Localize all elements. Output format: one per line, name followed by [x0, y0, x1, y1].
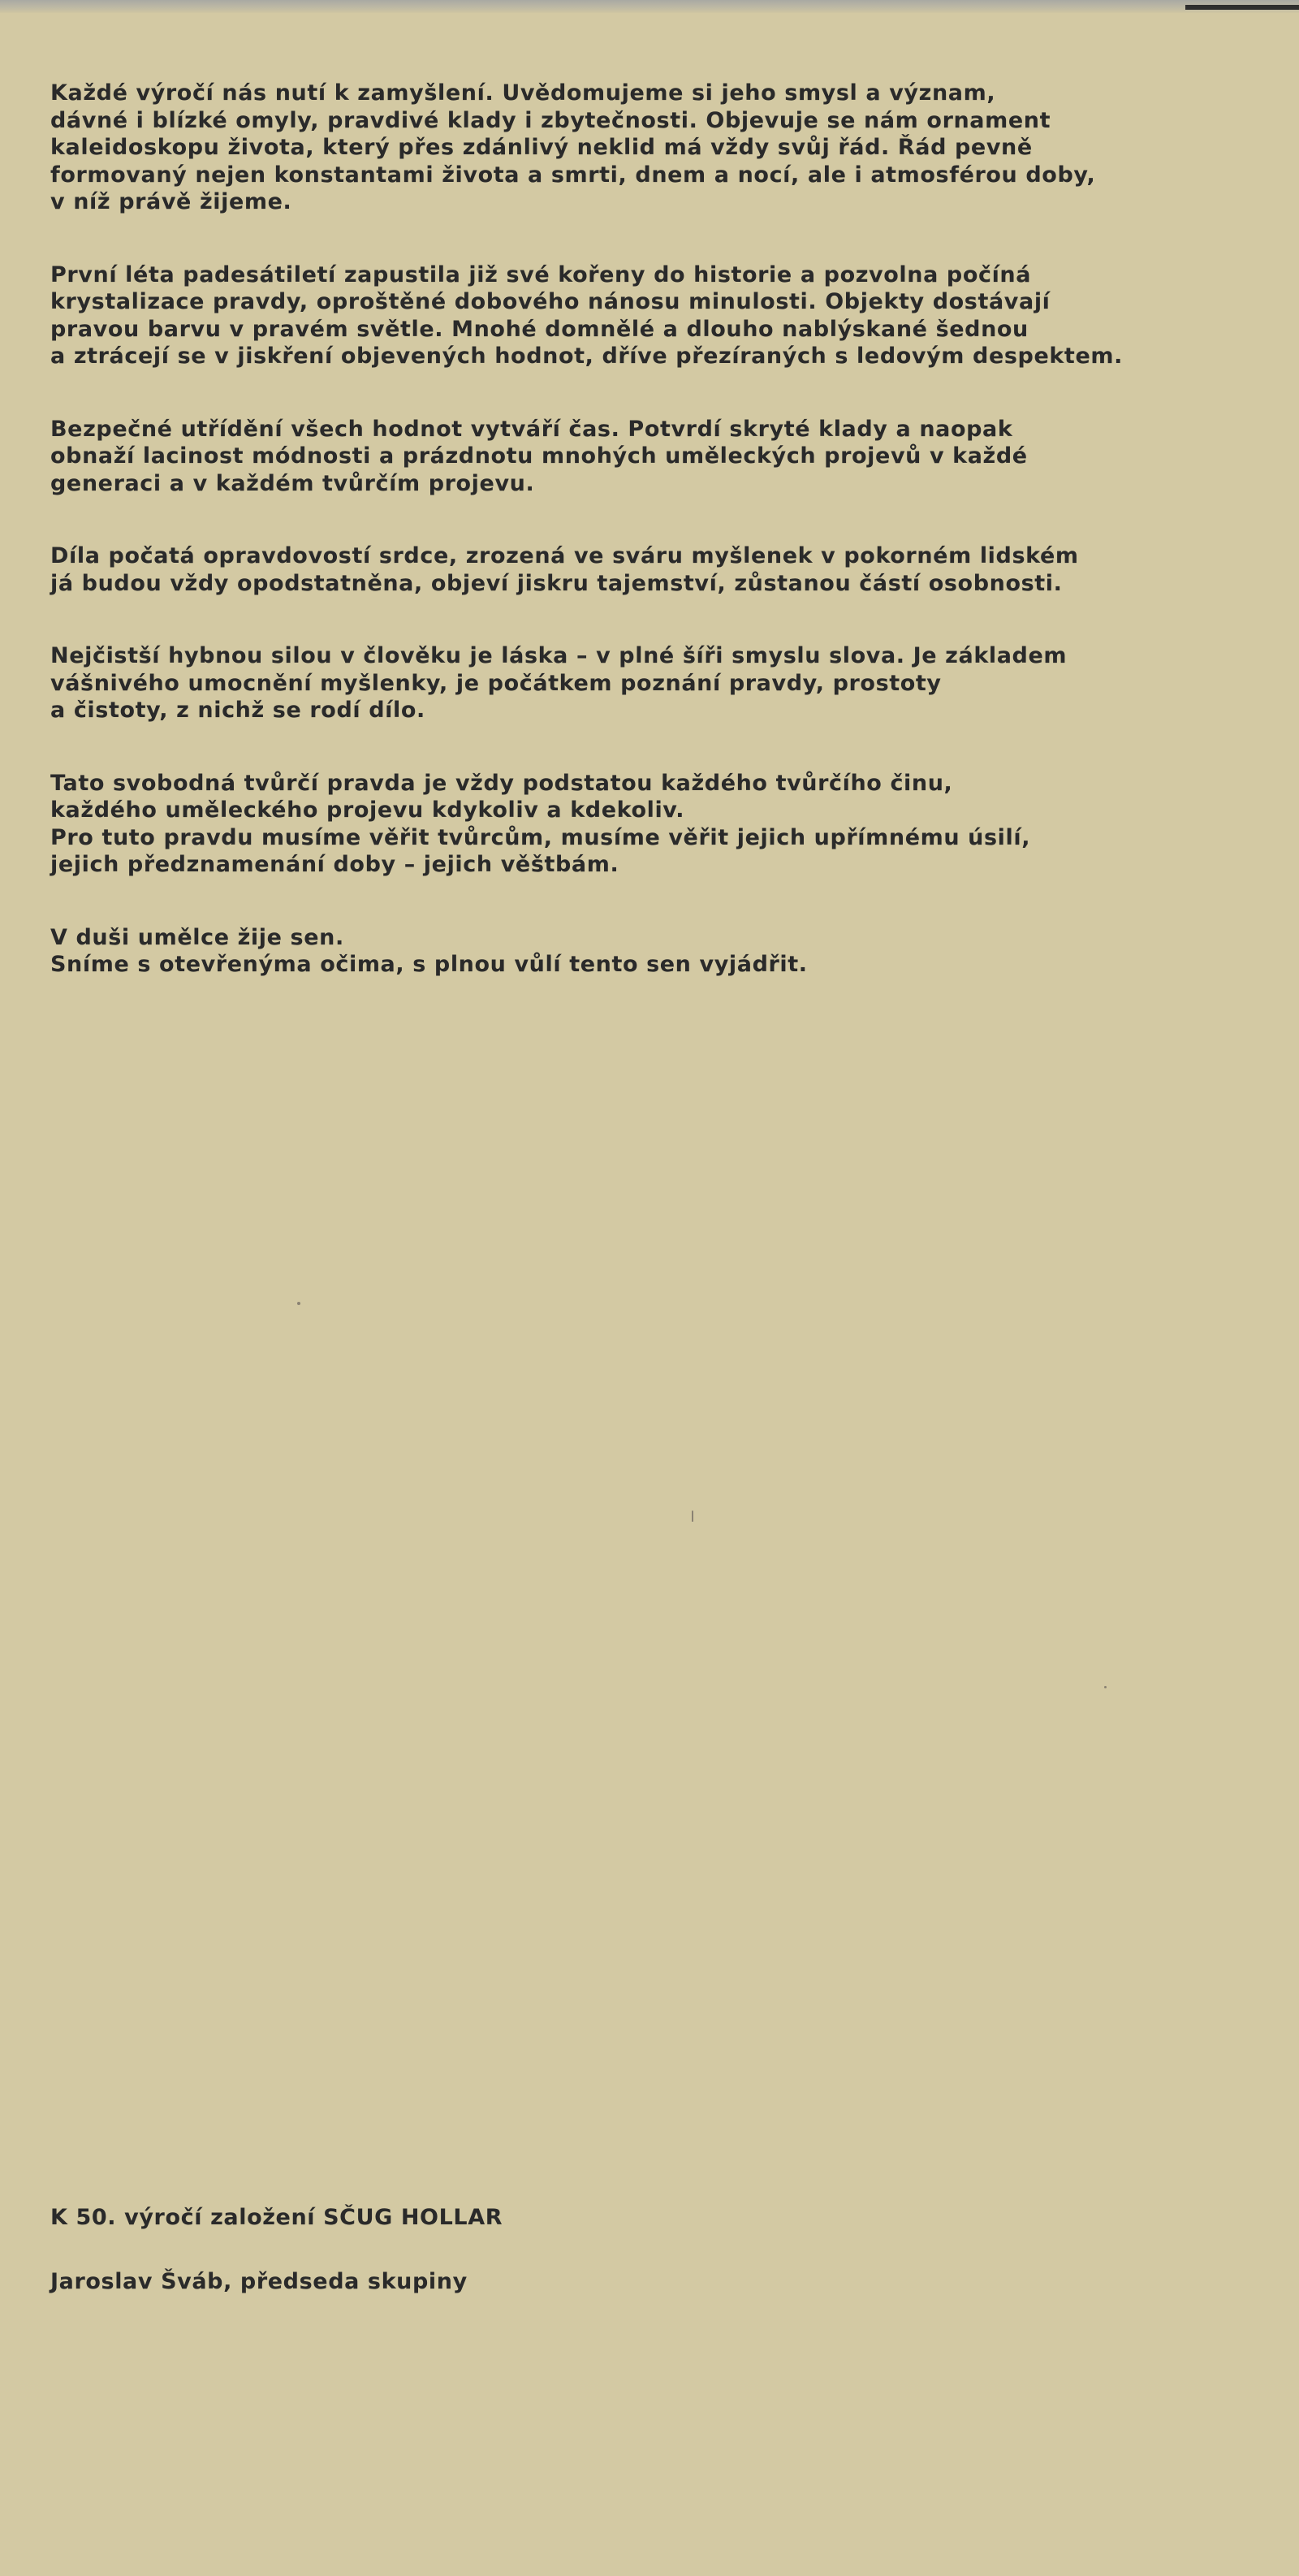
text-line: já budou vždy opodstatněna, objeví jiskru tajemství, zůstanou částí osobnosti.: [50, 570, 1063, 596]
text-line: dávné i blízké omyly, pravdivé klady i zbytečnosti. Objevuje se nám ornament: [50, 107, 1051, 133]
text-line: kaleidoskopu života, který přes zdánlivý neklid má vždy svůj řád. Řád pevně: [50, 135, 1033, 160]
paper-speck: [297, 1302, 300, 1305]
paragraph-2: [50, 261, 1268, 370]
paper-speck: [1104, 1686, 1107, 1688]
text-line: pravou barvu v pravém světle. Mnohé domnělé a dlouho nablýskané šednou: [50, 316, 1029, 342]
paragraph-4: [50, 542, 1268, 597]
text-line: a čistoty, z nichž se rodí dílo.: [50, 698, 425, 723]
paragraph-5: [50, 642, 1268, 724]
text-line: obnaží lacinost módnosti a prázdnotu mnohých uměleckých projevů v každé: [50, 443, 1028, 469]
text-line: jejich předznamenání doby – jejich věštbám.: [50, 852, 619, 877]
text-line: a ztrácejí se v jiskření objevených hodnot, dříve přezíraných s ledovým despektem.: [50, 344, 1123, 369]
text-line: každého uměleckého projevu kdykoliv a kdekoliv.: [50, 797, 685, 823]
scan-edge-mark: [1185, 5, 1299, 10]
paper-speck: [692, 1511, 693, 1522]
signature-line: Jaroslav Šváb, předseda skupiny: [50, 2269, 468, 2294]
text-line: generaci a v každém tvůrčím projevu.: [50, 470, 535, 496]
text-line: Nejčistší hybnou silou v člověku je láska – v plné šíři smyslu slova. Je základem: [50, 643, 1068, 668]
text-line: První léta padesátiletí zapustila již své kořeny do historie a pozvolna počíná: [50, 261, 1032, 287]
document-body: [50, 80, 1268, 1024]
text-line: Každé výročí nás nutí k zamyšlení. Uvědomujeme si jeho smysl a význam,: [50, 80, 996, 106]
text-line: Díla počatá opravdovostí srdce, zrozená ve sváru myšlenek v pokorném lidském: [50, 543, 1079, 568]
anniversary-line: K 50. výročí založení SČUG HOLLAR: [50, 2205, 503, 2230]
text-line: krystalizace pravdy, oproštěné dobového nánosu minulosti. Objekty dostávají: [50, 289, 1051, 314]
text-line: v níž právě žijeme.: [50, 189, 292, 214]
text-line: Sníme s otevřenýma očima, s plnou vůlí tento sen vyjádřit.: [50, 952, 808, 977]
paragraph-7: [50, 924, 1268, 979]
text-line: Bezpečné utřídění všech hodnot vytváří čas. Potvrdí skryté klady a naopak: [50, 416, 1013, 442]
text-line: vášnivého umocnění myšlenky, je počátkem poznání pravdy, prostoty: [50, 670, 942, 696]
text-line: V duši umělce žije sen.: [50, 924, 344, 950]
scan-top-edge: [0, 0, 1299, 13]
text-line: Tato svobodná tvůrčí pravda je vždy podstatou každého tvůrčího činu,: [50, 770, 953, 796]
text-line: formovaný nejen konstantami života a smrti, dnem a nocí, ale i atmosférou doby,: [50, 162, 1096, 188]
text-line: Pro tuto pravdu musíme věřit tvůrcům, musíme věřit jejich upřímnému úsilí,: [50, 824, 1031, 850]
paragraph-3: [50, 416, 1268, 498]
paragraph-6: [50, 770, 1268, 879]
paragraph-1: [50, 80, 1268, 216]
